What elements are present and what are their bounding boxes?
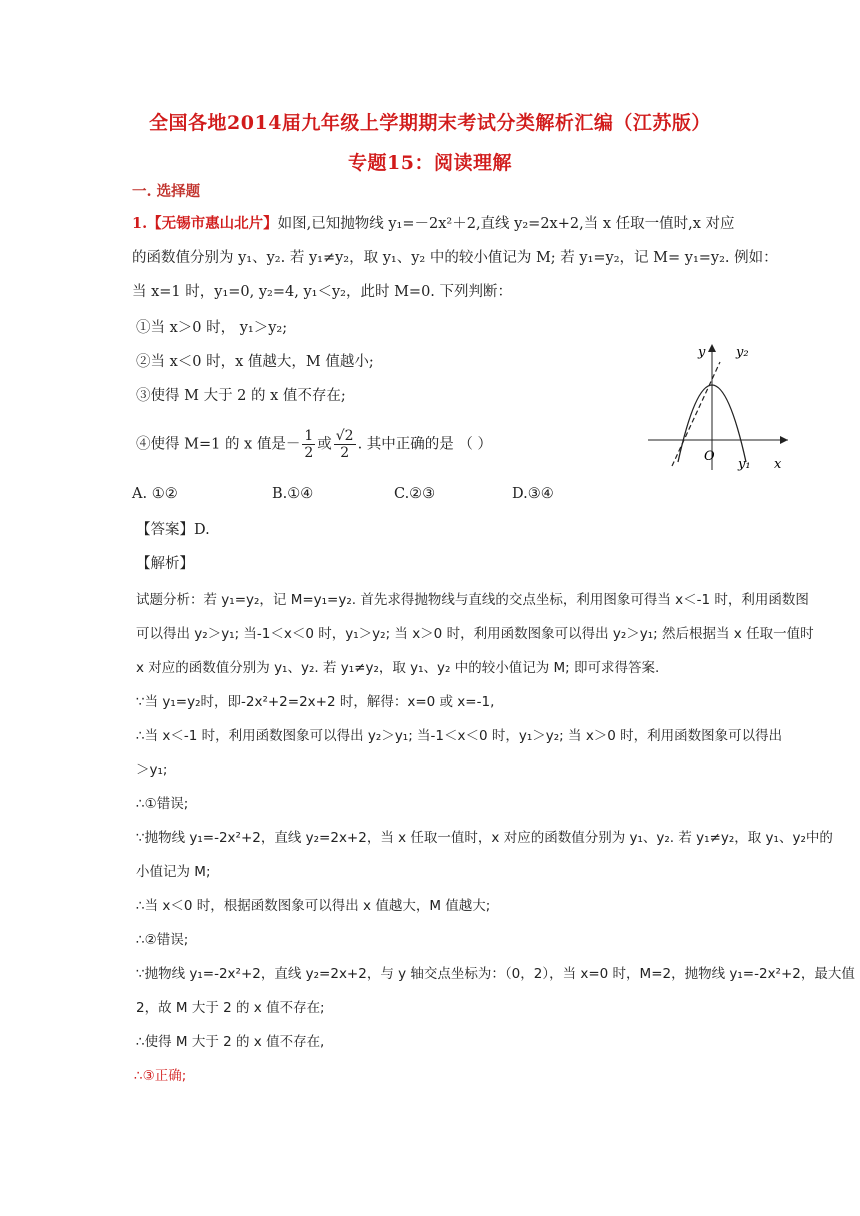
statement-4 xyxy=(136,428,492,461)
section-heading: 一. 选择题 xyxy=(132,183,201,200)
analysis-header: 【解析】 xyxy=(136,556,194,572)
question-line-2: 的函数值分别为 y₁、y₂. 若 y₁≠y₂，取 y₁、y₂ 中的较小值记为 M; 若 y₁=y₂，记 M= y₁=y₂. 例如： xyxy=(132,250,778,266)
x-axis-label: x xyxy=(774,457,782,472)
statement-4-prefix: ④使得 M=1 的 x 值是－ xyxy=(136,436,301,453)
analysis-line: ∵当 y₁=y₂时，即-2x²+2=2x+2 时，解得：x=0 或 x=-1, xyxy=(136,694,495,710)
analysis-conclusion: ∴③正确; xyxy=(134,1068,187,1084)
option-a: A. ①② xyxy=(132,486,178,502)
question-source: 1.【无锡市惠山北片】 xyxy=(132,215,278,232)
analysis-line: ∴当 x＜0 时，根据函数图象可以得出 x 值越大，M 值越大; xyxy=(136,898,491,914)
statement-3: ③使得 M 大于 2 的 x 值不存在; xyxy=(136,388,346,404)
fraction-numerator: 1 xyxy=(304,428,314,444)
analysis-line: ∵抛物线 y₁=-2x²+2，直线 y₂=2x+2，当 x 任取一值时，x 对应的函数值分别为 y₁、y₂. 若 y₁≠y₂，取 y₁、y₂中的 xyxy=(136,830,833,846)
page-subtitle: 专题15：阅读理解 xyxy=(348,152,512,174)
option-c: C.②③ xyxy=(394,486,436,502)
analysis-line: ∴使得 M 大于 2 的 x 值不存在, xyxy=(136,1034,325,1050)
question-text-1: 如图,已知抛物线 y₁=－2x²＋2,直线 y₂=2x+2,当 x 任取一值时,x 对应 xyxy=(277,216,735,232)
fraction-sqrt2-half xyxy=(334,428,356,461)
y-axis-label: y xyxy=(698,345,706,360)
fraction-denominator: 2 xyxy=(304,445,314,461)
analysis-line: 试题分析：若 y₁=y₂，记 M=y₁=y₂. 首先求得抛物线与直线的交点坐标，利用图象可得当 x＜-1 时，利用函数图 xyxy=(136,592,809,608)
y-axis-arrow-icon xyxy=(708,344,716,352)
function-graph-figure xyxy=(640,338,800,478)
analysis-line: ∴当 x＜-1 时，利用函数图象可以得出 y₂＞y₁; 当-1＜x＜0 时，y₁＞y₂; 当 x＞0 时，利用函数图象可以得出 xyxy=(136,728,783,744)
fraction-numerator: √2 xyxy=(335,428,354,444)
analysis-line: ∴②错误; xyxy=(136,932,189,948)
answer-options xyxy=(132,484,554,504)
analysis-line: ∴①错误; xyxy=(136,796,189,812)
y1-label: y₁ xyxy=(738,457,751,472)
page-title: 全国各地2014届九年级上学期期末考试分类解析汇编（江苏版） xyxy=(149,112,711,134)
question-line-3: 当 x=1 时，y₁=0, y₂=4, y₁＜y₂，此时 M=0. 下列判断： xyxy=(132,284,513,300)
analysis-line: 2，故 M 大于 2 的 x 值不存在; xyxy=(136,1000,325,1016)
statement-4-or: 或 xyxy=(317,436,332,453)
analysis-line: 小值记为 M; xyxy=(136,864,211,880)
analysis-line: x 对应的函数值分别为 y₁、y₂. 若 y₁≠y₂，取 y₁、y₂ 中的较小值记为 M; 即可求得答案. xyxy=(136,660,660,676)
question-line-1 xyxy=(132,214,735,234)
answer-line: 【答案】D. xyxy=(136,522,210,538)
analysis-line: ∵抛物线 y₁=-2x²+2，直线 y₂=2x+2，与 y 轴交点坐标为：（0，2），当 x=0 时，M=2，抛物线 y₁=-2x²+2，最大值 xyxy=(136,966,855,982)
fraction-denominator: 2 xyxy=(340,445,350,461)
statement-2: ②当 x＜0 时，x 值越大，M 值越小; xyxy=(136,354,374,370)
x-axis-arrow-icon xyxy=(780,436,788,444)
analysis-line: ＞y₁; xyxy=(136,762,168,778)
statement-1: ①当 x＞0 时， y₁＞y₂; xyxy=(136,320,288,336)
statement-4-suffix: . 其中正确的是 （ ） xyxy=(357,436,493,453)
origin-label: O xyxy=(704,449,715,464)
option-b: B.①④ xyxy=(272,486,314,502)
fraction-one-half xyxy=(302,428,315,461)
analysis-line: 可以得出 y₂＞y₁; 当-1＜x＜0 时，y₁＞y₂; 当 x＞0 时，利用函数图象可以得出 y₂＞y₁; 然后根据当 x 任取一值时 xyxy=(136,626,814,642)
option-d: D.③④ xyxy=(512,486,554,502)
y2-label: y₂ xyxy=(736,345,749,360)
